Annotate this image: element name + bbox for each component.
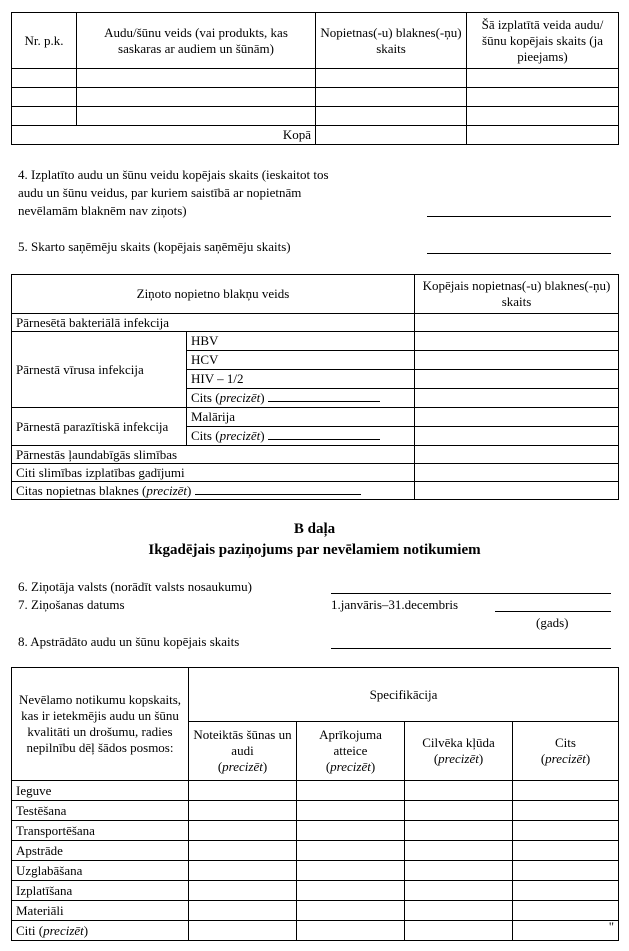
col-header-reaction-type: Ziņoto nopietno blakņu veids bbox=[12, 275, 415, 314]
col-header-human-error: Cilvēka kļūda (precizēt) bbox=[405, 722, 513, 781]
table-row bbox=[12, 69, 619, 88]
specify-field[interactable] bbox=[195, 483, 361, 495]
item-7-label: 7. Ziņošanas datums bbox=[18, 597, 125, 612]
table-row bbox=[12, 781, 619, 801]
col-header-reaction-total: Kopējais nopietnas(-u) blaknes(-ņu) skaits bbox=[415, 275, 619, 314]
col-header-reaction-count: Nopietnas(-u) blaknes(-ņu) skaits bbox=[316, 13, 467, 69]
stage-label: Apstrāde bbox=[12, 841, 189, 861]
row-hcv: HCV bbox=[187, 351, 415, 370]
item-6-answer-line[interactable] bbox=[331, 593, 611, 594]
col-header-equipment-failure: Aprīkojuma atteice (precizēt) bbox=[297, 722, 405, 781]
item-5-label: 5. Skarto saņēmēju skaits (kopējais saņēmēju skaits) bbox=[18, 239, 291, 254]
item-4-answer-line[interactable] bbox=[427, 216, 611, 217]
row-parasitic-other: Cits (precizēt) bbox=[187, 427, 415, 446]
stage-label: Testēšana bbox=[12, 801, 189, 821]
col-header-tissue-type: Audu/šūnu veids (vai produkts, kas saskaras ar audiem un šūnām) bbox=[77, 13, 316, 69]
row-other-serious: Citas nopietnas blaknes (precizēt) bbox=[12, 482, 415, 500]
row-hiv: HIV – 1/2 bbox=[187, 370, 415, 389]
col-header-total-distributed: Šā izplatītā veida audu/šūnu kopējais skaits (ja pieejams) bbox=[467, 13, 619, 69]
table-row bbox=[12, 107, 619, 126]
row-other-disease: Citi slimības izplatības gadījumi bbox=[12, 464, 415, 482]
stage-label: Citi (precizēt) bbox=[12, 921, 189, 941]
item-7-value: 1.janvāris–31.decembris bbox=[331, 597, 459, 612]
part-b-title: B daļa bbox=[293, 521, 336, 537]
col-header-stage: Nevēlamo notikumu kopskaits, kas ir ietekmējis audu un šūnu kvalitāti un drošumu, radies nepilnību dēļ šādos posmos: bbox=[12, 668, 189, 781]
table-row bbox=[12, 921, 619, 941]
item-5-answer-line[interactable] bbox=[427, 253, 611, 254]
table-row bbox=[12, 901, 619, 921]
stage-label: Transportēšana bbox=[12, 821, 189, 841]
serious-reactions-table bbox=[11, 274, 619, 500]
total-row bbox=[12, 126, 619, 145]
item-4-line-3: nevēlamām blaknēm nav ziņots) bbox=[18, 203, 187, 218]
stage-label: Ieguve bbox=[12, 781, 189, 801]
year-label: (gads) bbox=[536, 615, 569, 630]
table-row bbox=[12, 841, 619, 861]
item-7-year-line[interactable] bbox=[495, 611, 611, 612]
stage-label: Materiāli bbox=[12, 901, 189, 921]
table-row bbox=[12, 821, 619, 841]
table-row bbox=[12, 801, 619, 821]
total-label: Kopā bbox=[12, 126, 316, 145]
part-b-subtitle: Ikgadējais paziņojums par nevēlamiem notikumiem bbox=[148, 542, 481, 558]
table-row bbox=[12, 88, 619, 107]
stage-label: Izplatīšana bbox=[12, 881, 189, 901]
table-row bbox=[12, 881, 619, 901]
item-6-label: 6. Ziņotāja valsts (norādīt valsts nosaukumu) bbox=[18, 579, 252, 594]
item-4-line-2: audu un šūnu veidus, par kuriem saistībā ar nopietnām bbox=[18, 185, 302, 200]
col-header-specification: Specifikācija bbox=[189, 668, 619, 722]
item-8-label: 8. Apstrādāto audu un šūnu kopējais skaits bbox=[18, 634, 240, 649]
item-4-line-1: 4. Izplatīto audu un šūnu veidu kopējais skaits (ieskaitot tos bbox=[18, 167, 329, 182]
row-parasitic: Pārnestā parazītiskā infekcija bbox=[12, 408, 187, 446]
col-header-defined-cells: Noteiktās šūnas un audi (precizēt) bbox=[189, 722, 297, 781]
row-viral: Pārnestā vīrusa infekcija bbox=[12, 332, 187, 408]
row-malignant: Pārnestās ļaundabīgās slimības bbox=[12, 446, 415, 464]
col-header-other: Cits (precizēt) bbox=[513, 722, 619, 781]
distributed-tissue-table bbox=[11, 12, 619, 145]
row-viral-other: Cits (precizēt) bbox=[187, 389, 415, 408]
adverse-events-table bbox=[11, 667, 619, 941]
col-header-number: Nr. p.k. bbox=[12, 13, 77, 69]
specify-field[interactable] bbox=[268, 428, 380, 440]
row-bacterial: Pārnesētā bakteriālā infekcija bbox=[12, 314, 415, 332]
closing-quote: " bbox=[513, 921, 619, 941]
row-hbv: HBV bbox=[187, 332, 415, 351]
row-malaria: Malārija bbox=[187, 408, 415, 427]
specify-field[interactable] bbox=[268, 390, 380, 402]
item-8-answer-line[interactable] bbox=[331, 648, 611, 649]
stage-label: Uzglabāšana bbox=[12, 861, 189, 881]
table-row bbox=[12, 861, 619, 881]
